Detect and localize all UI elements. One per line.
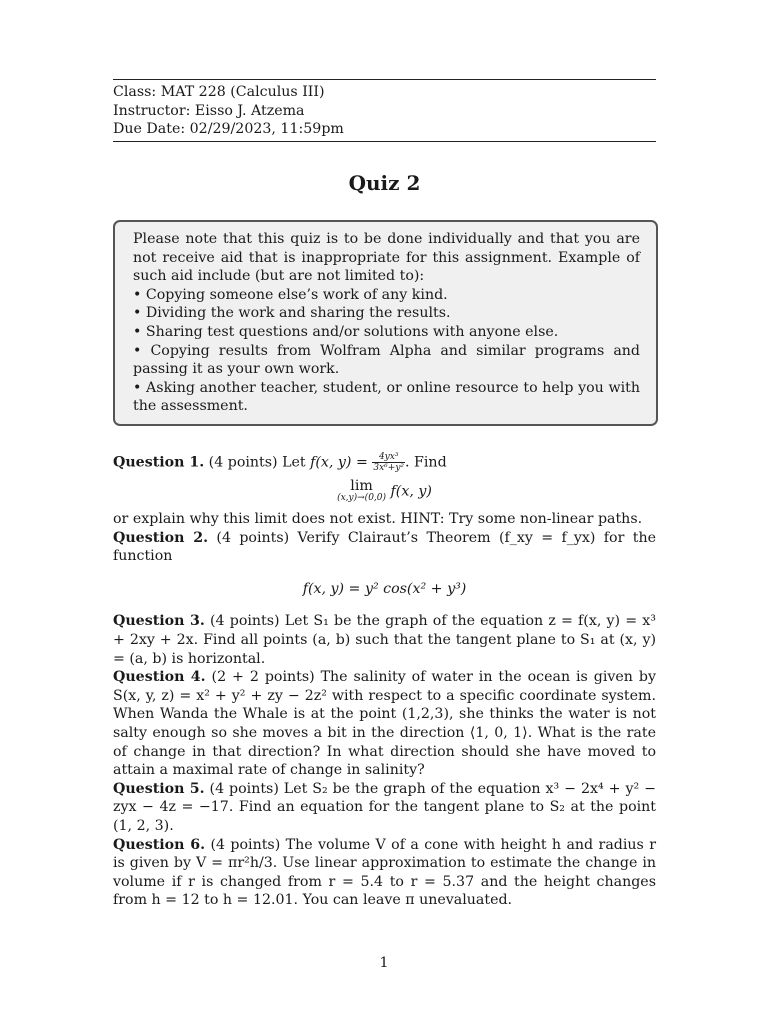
limit-operator [337, 479, 386, 504]
question-4 [113, 668, 656, 780]
question-text: (4 points) The volume V of a cone with height h and radius r is given by V = πr²h/3. Use linear approximation to estimate the change in volume if r is changed from r = 5.4 to r = 5.37 and the height changes from h = 12 to h = 12.01. You can leave π unevaluated. [113, 836, 656, 909]
question-3 [113, 612, 656, 668]
notice-intro: Please note that this quiz is to be done individually and that you are not receive aid that is inappropriate for this assignment. Example of such aid include (but are not limited to): [133, 231, 640, 285]
instructor-line: Instructor: Eisso J. Atzema [113, 102, 305, 119]
question-1-continuation: or explain why this limit does not exist. HINT: Try some non-linear paths. [113, 511, 643, 527]
notice-bullet: • Sharing test questions and/or solutions with anyone else. [133, 323, 559, 340]
question-text: (4 points) Let S₁ be the graph of the equation z = f(x, y) = x³ + 2xy + 2x. Find all points (a, b) such that the tangent plane to S₁ at (x, y) = (a, b) is horizontal. [113, 613, 656, 667]
notice-bullet: • Copying someone else’s work of any kind. [133, 286, 448, 303]
notice-bullet: • Dividing the work and sharing the results. [133, 305, 451, 322]
lim-subscript: (x,y)→(0,0) [337, 493, 387, 503]
question-text: (4 points) Let S₂ be the graph of the equation x³ − 2x⁴ + y² − zyx − 4z = −17. Find an equation for the tangent plane to S₂ at the point (1, 2, 3). [113, 780, 656, 834]
question-label: Question 2. [113, 529, 209, 546]
function-expression: f(x, y) = [310, 454, 373, 471]
header-block [113, 79, 656, 142]
question-label: Question 4. [113, 669, 206, 686]
question-label: Question 1. [113, 454, 205, 471]
class-line: Class: MAT 228 (Calculus III) [113, 84, 325, 100]
question-label: Question 5. [113, 780, 205, 797]
limit-expression: f(x, y) [390, 483, 432, 500]
header-bottom-rule [113, 141, 656, 142]
fraction-numerator: 4yx³ [372, 452, 405, 463]
question-text: (4 points) Let [204, 454, 311, 471]
fraction [372, 452, 405, 473]
page-title: Quiz 2 [348, 171, 421, 195]
question-label: Question 3. [113, 613, 205, 630]
question-6 [113, 836, 656, 910]
question-2 [113, 529, 656, 566]
integrity-notice-box [113, 220, 658, 426]
due-date-line: Due Date: 02/29/2023, 11:59pm [113, 121, 344, 138]
questions-section [113, 452, 656, 910]
fraction-denominator: 3x⁶+y² [373, 463, 405, 473]
question-label: Question 6. [113, 836, 206, 853]
notice-bullet: • Asking another teacher, student, or online resource to help you with the assessment. [133, 379, 640, 415]
page-number: 1 [379, 955, 389, 971]
notice-bullet: • Copying results from Wolfram Alpha and similar programs and passing it as your own work. [133, 342, 640, 378]
question-1 [113, 452, 656, 473]
limit-display [113, 479, 656, 504]
function-display: f(x, y) = y² cos(x² + y³) [302, 580, 467, 597]
question-5 [113, 780, 656, 836]
lim-word: lim [350, 478, 373, 494]
question-text: . Find [405, 454, 447, 471]
question-text: (2 + 2 points) The salinity of water in the ocean is given by S(x, y, z) = x² + y² + zy − 2z² with respect to a specific coordinate system. When Wanda the Whale is at the point (1,2,3), she thinks the water is not salty enough so she moves a bit in the direction ⟨1, 0, 1⟩. What is the rate of change in that direction? In what direction should she have moved to attain a maximal rate of change in salinity? [113, 669, 656, 779]
question-text: (4 points) Verify Clairaut’s Theorem (f_xy = f_yx) for the function [113, 529, 656, 565]
